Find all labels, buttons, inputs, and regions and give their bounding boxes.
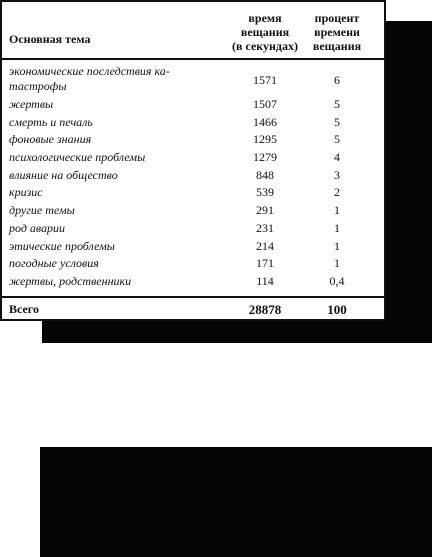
row-time: 1507 bbox=[253, 97, 277, 111]
row-percent: 5 bbox=[334, 97, 340, 111]
row-time: 214 bbox=[256, 238, 274, 253]
row-percent: 0,4 bbox=[329, 273, 345, 288]
row-topic bbox=[9, 64, 209, 94]
table-row bbox=[2, 64, 384, 97]
row-topic: жертвы, родственники bbox=[9, 273, 132, 288]
row-topic-line-1: экономические последствия ка- bbox=[9, 64, 170, 78]
header-pct-line-1: процент bbox=[314, 11, 360, 25]
table-row bbox=[2, 168, 384, 186]
header-time-line-3: (в секундах) bbox=[232, 39, 298, 53]
row-topic: влияние на общество bbox=[9, 167, 118, 182]
row-percent: 2 bbox=[334, 185, 340, 200]
row-percent: 5 bbox=[334, 114, 340, 129]
row-percent: 6 bbox=[334, 73, 340, 87]
table-row bbox=[2, 97, 384, 115]
row-time: 539 bbox=[256, 185, 274, 200]
row-time: 1466 bbox=[253, 114, 277, 129]
row-topic-line-2: тастрофы bbox=[9, 79, 67, 93]
header-time-line-2: вещания bbox=[240, 25, 290, 39]
total-time: 28878 bbox=[248, 302, 282, 317]
row-percent: 4 bbox=[334, 150, 340, 165]
header-pct-line-3: вещания bbox=[312, 39, 362, 53]
header-broadcast-percent bbox=[305, 11, 369, 53]
row-time: 231 bbox=[256, 220, 274, 235]
table-row bbox=[2, 185, 384, 203]
total-percent: 100 bbox=[327, 302, 347, 317]
row-percent: 1 bbox=[334, 220, 340, 235]
table-row bbox=[2, 115, 384, 133]
table-row bbox=[2, 274, 384, 292]
row-percent: 1 bbox=[334, 256, 340, 271]
header-pct-line-2: времени bbox=[314, 25, 360, 39]
row-topic: погодные условия bbox=[9, 256, 99, 271]
row-topic: смерть и печаль bbox=[9, 114, 93, 129]
row-percent: 1 bbox=[334, 238, 340, 253]
row-time: 114 bbox=[256, 273, 274, 288]
table-row bbox=[2, 256, 384, 274]
table-header bbox=[2, 2, 384, 60]
shadow-block-bottom bbox=[40, 447, 432, 557]
header-time-line-1: время bbox=[248, 11, 282, 25]
row-percent: 1 bbox=[334, 203, 340, 218]
header-topic: Основная тема bbox=[9, 32, 91, 46]
row-time: 1295 bbox=[253, 132, 277, 147]
row-time: 291 bbox=[256, 203, 274, 218]
header-broadcast-time bbox=[226, 11, 304, 53]
row-topic: фоновые знания bbox=[9, 132, 92, 147]
row-time: 1279 bbox=[253, 150, 277, 165]
table-row bbox=[2, 150, 384, 168]
row-time: 1571 bbox=[253, 73, 277, 87]
row-time: 848 bbox=[256, 167, 274, 182]
row-topic: другие темы bbox=[9, 203, 75, 218]
table-body bbox=[2, 64, 384, 292]
table-row bbox=[2, 239, 384, 257]
row-topic: род аварии bbox=[9, 220, 66, 235]
row-topic: жертвы bbox=[9, 97, 54, 111]
row-percent: 3 bbox=[334, 167, 340, 182]
row-topic: кризис bbox=[9, 185, 43, 200]
total-row bbox=[2, 296, 384, 320]
row-topic: психологические проблемы bbox=[9, 150, 146, 165]
row-topic: этические проблемы bbox=[9, 238, 115, 253]
row-time: 171 bbox=[256, 256, 274, 271]
row-percent: 5 bbox=[334, 132, 340, 147]
total-label: Всего bbox=[9, 302, 39, 316]
table-row bbox=[2, 203, 384, 221]
table-row bbox=[2, 132, 384, 150]
table-row bbox=[2, 221, 384, 239]
